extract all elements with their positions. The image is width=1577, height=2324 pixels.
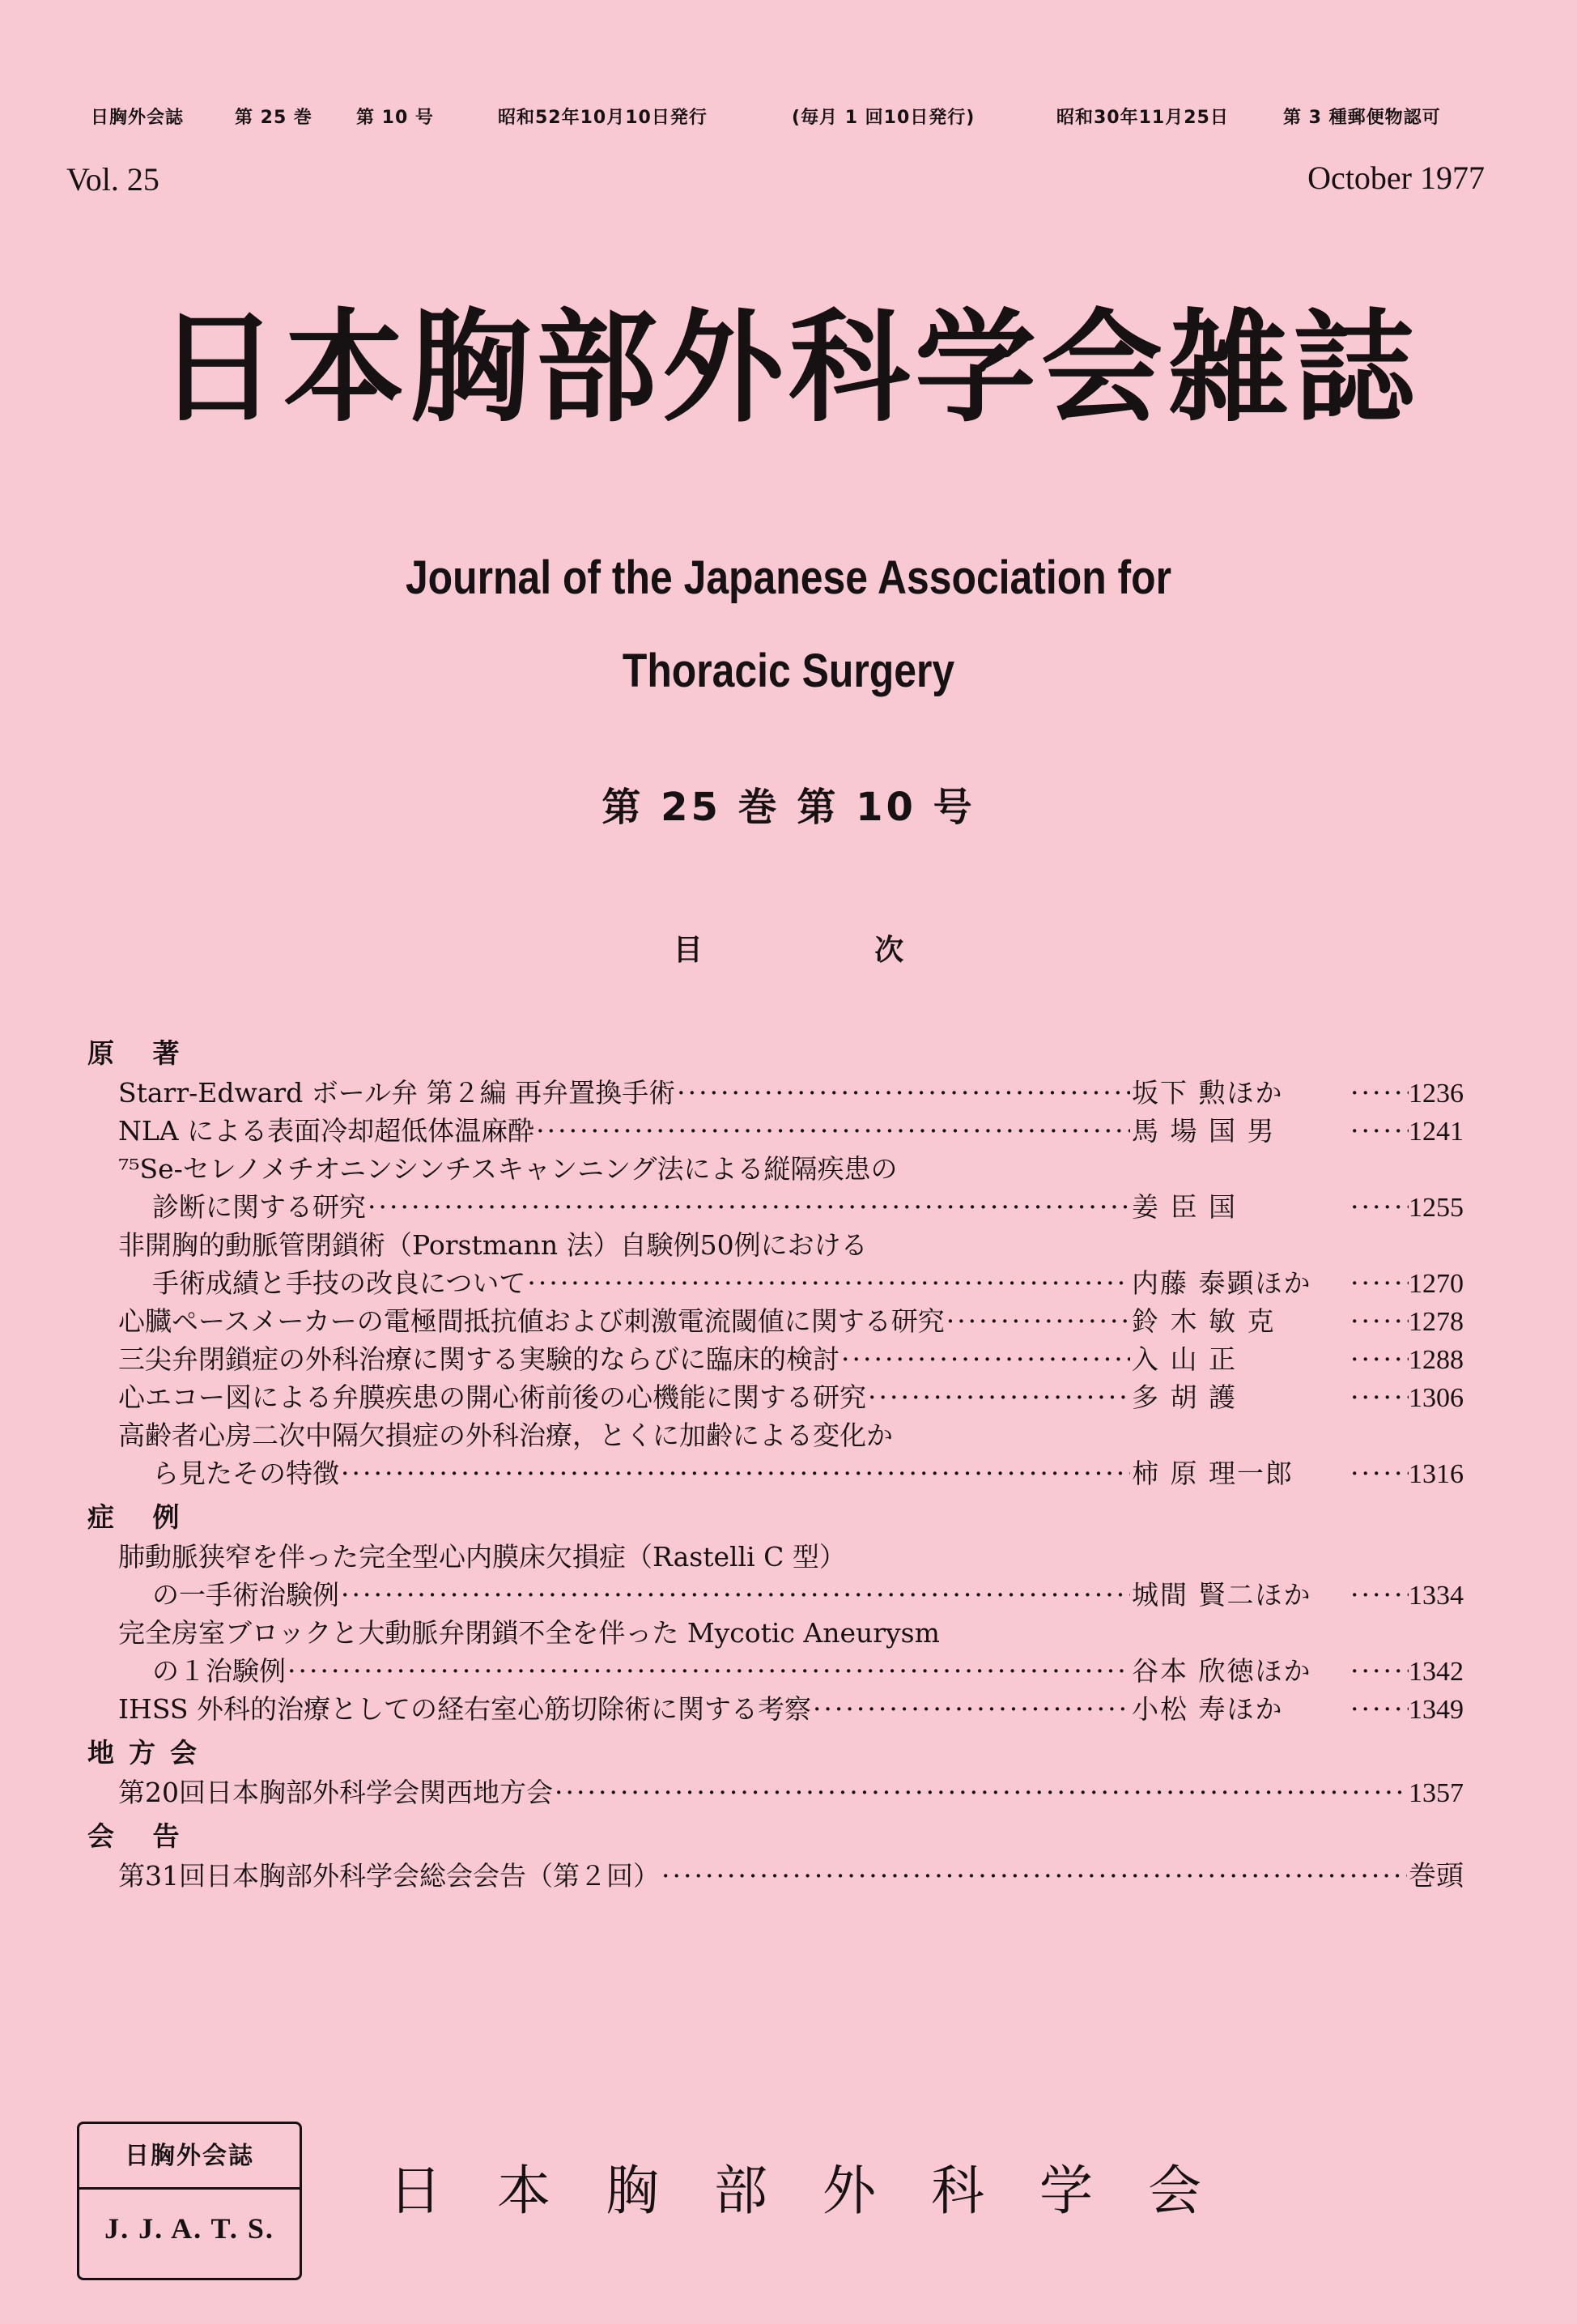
journal-title-english-line2: Thoracic Surgery bbox=[622, 645, 955, 697]
table-of-contents-heading: 目 次 bbox=[673, 934, 985, 967]
toc-entry-title-line: 非開胸的動脈管閉鎖術（Porstmann 法）自験例50例における bbox=[118, 1229, 868, 1261]
toc-entry bbox=[87, 1538, 1464, 1614]
issue-month-year: October 1977 bbox=[1307, 160, 1485, 196]
toc-entry-author: 坂下 勲ほか bbox=[1132, 1077, 1284, 1109]
dot-leader bbox=[661, 1857, 1407, 1895]
toc-entry bbox=[87, 1378, 1464, 1416]
toc-entry-author: 柿 原 理一郎 bbox=[1132, 1458, 1294, 1489]
stamp-divider bbox=[79, 2187, 300, 2190]
toc-entry-author: 谷本 欣徳ほか bbox=[1132, 1655, 1312, 1687]
toc-entry-title: ら見たその特徴 bbox=[152, 1458, 339, 1489]
journal-title-english-line1: Journal of the Japanese Association for bbox=[405, 551, 1172, 604]
journal-abbreviation-box bbox=[77, 2122, 302, 2280]
dot-leader bbox=[1350, 1652, 1409, 1690]
dot-leader bbox=[1350, 1264, 1409, 1302]
meta-issue-date: 昭和52年10月10日発行 bbox=[498, 108, 708, 128]
toc-entry-page-number: 巻頭 bbox=[1409, 1862, 1464, 1892]
dot-leader bbox=[1350, 1188, 1409, 1226]
dot-leader bbox=[1350, 1378, 1409, 1416]
toc-entry-page-number: 1349 bbox=[1409, 1695, 1464, 1725]
toc-entry bbox=[87, 1614, 1464, 1690]
toc-section-heading: 原 著 bbox=[87, 1037, 194, 1069]
dot-leader bbox=[341, 1454, 1130, 1492]
toc-entry-author: 姜 臣 国 bbox=[1132, 1191, 1237, 1223]
toc-entry-title: Starr-Edward ボール弁 第２編 再弁置換手術 bbox=[118, 1077, 676, 1109]
dot-leader bbox=[1350, 1454, 1409, 1492]
stamp-japanese-abbrev: 日胸外会誌 bbox=[125, 2142, 254, 2170]
toc-entry-title: IHSS 外科的治療としての経右室心筋切除術に関する考察 bbox=[118, 1693, 811, 1725]
toc-entry-page-number: 1255 bbox=[1409, 1193, 1464, 1223]
dot-leader bbox=[555, 1773, 1407, 1811]
toc-entry-page-number: 1278 bbox=[1409, 1307, 1464, 1337]
dot-leader bbox=[841, 1340, 1130, 1378]
meta-postal-permit: 第 3 種郵便物認可 bbox=[1283, 108, 1441, 128]
dot-leader bbox=[946, 1302, 1130, 1340]
toc-entry-page-number: 1334 bbox=[1409, 1581, 1464, 1611]
toc-entry-page-number: 1342 bbox=[1409, 1657, 1464, 1687]
toc-entry-title: の一手術治験例 bbox=[152, 1579, 339, 1611]
dot-leader bbox=[536, 1112, 1130, 1150]
journal-title-japanese: 日本胸部外科学会雑誌 bbox=[156, 298, 1420, 439]
meta-registration-date: 昭和30年11月25日 bbox=[1056, 108, 1229, 128]
toc-entry bbox=[87, 1857, 1464, 1895]
volume-label: Vol. 25 bbox=[66, 161, 159, 198]
meta-frequency: (毎月 1 回10日発行) bbox=[792, 108, 976, 128]
toc-entry-author: 馬 場 国 男 bbox=[1132, 1115, 1276, 1147]
issue-number: 第 25 巻 第 10 号 bbox=[601, 785, 976, 830]
dot-leader bbox=[341, 1576, 1130, 1614]
dot-leader bbox=[368, 1188, 1130, 1226]
dot-leader bbox=[1350, 1074, 1409, 1112]
publisher-name: 日本胸部外科学会 bbox=[389, 2160, 1256, 2222]
toc-section-heading: 症 例 bbox=[87, 1501, 194, 1533]
toc-entry-author: 小松 寿ほか bbox=[1132, 1693, 1284, 1725]
toc-entry bbox=[87, 1226, 1464, 1302]
toc-entry-page-number: 1236 bbox=[1409, 1079, 1464, 1109]
toc-entry-title: 三尖弁閉鎖症の外科治療に関する実験的ならびに臨床的検討 bbox=[118, 1343, 840, 1375]
toc-entry-title-line: 完全房室ブロックと大動脈弁閉鎖不全を伴った Mycotic Aneurysm bbox=[118, 1617, 940, 1649]
dot-leader bbox=[1350, 1690, 1409, 1728]
toc-entry-title: の１治験例 bbox=[152, 1655, 286, 1687]
toc-entry bbox=[87, 1302, 1464, 1340]
dot-leader bbox=[1350, 1112, 1409, 1150]
toc-entry-title: 診断に関する研究 bbox=[152, 1191, 366, 1223]
toc-entry-author: 鈴 木 敏 克 bbox=[1132, 1305, 1276, 1337]
meta-number: 第 10 号 bbox=[356, 108, 434, 128]
toc-entry-title: 心臓ペースメーカーの電極間抵抗値および刺激電流閾値に関する研究 bbox=[118, 1305, 945, 1337]
toc-entry-page-number: 1241 bbox=[1409, 1117, 1464, 1147]
toc-entry bbox=[87, 1112, 1464, 1150]
meta-volume: 第 25 巻 bbox=[235, 108, 312, 128]
toc-entry-author: 入 山 正 bbox=[1132, 1343, 1237, 1375]
toc-entry-title-line: ⁷⁵Se-セレノメチオニンシンチスキャンニング法による縦隔疾患の bbox=[118, 1153, 898, 1185]
dot-leader bbox=[1350, 1340, 1409, 1378]
meta-journal-abbrev: 日胸外会誌 bbox=[91, 108, 185, 128]
toc-entry bbox=[87, 1416, 1464, 1492]
toc-entry bbox=[87, 1773, 1464, 1811]
dot-leader bbox=[287, 1652, 1130, 1690]
toc-section-heading: 会 告 bbox=[87, 1820, 194, 1852]
toc-entry-author: 多 胡 護 bbox=[1132, 1381, 1237, 1413]
dot-leader bbox=[527, 1264, 1130, 1302]
dot-leader bbox=[1350, 1302, 1409, 1340]
toc-entry-page-number: 1316 bbox=[1409, 1459, 1464, 1489]
dot-leader bbox=[813, 1690, 1130, 1728]
toc-entry bbox=[87, 1074, 1464, 1112]
dot-leader bbox=[868, 1378, 1130, 1416]
toc-entry-title: 第20回日本胸部外科学会関西地方会 bbox=[118, 1777, 553, 1808]
table-of-contents bbox=[87, 1028, 1464, 1895]
toc-entry-author: 内藤 泰顕ほか bbox=[1132, 1267, 1312, 1299]
toc-entry-page-number: 1357 bbox=[1409, 1778, 1464, 1808]
toc-entry-page-number: 1270 bbox=[1409, 1269, 1464, 1299]
toc-entry bbox=[87, 1150, 1464, 1226]
toc-entry-page-number: 1288 bbox=[1409, 1345, 1464, 1375]
toc-entry bbox=[87, 1340, 1464, 1378]
toc-entry-title-line: 高齢者心房二次中隔欠損症の外科治療，とくに加齢による変化か bbox=[118, 1420, 893, 1451]
toc-entry-title: 心エコー図による弁膜疾患の開心術前後の心機能に関する研究 bbox=[118, 1381, 866, 1413]
toc-entry-title: NLA による表面冷却超低体温麻酔 bbox=[118, 1115, 535, 1147]
dot-leader bbox=[677, 1074, 1130, 1112]
toc-entry-title: 第31回日本胸部外科学会総会会告（第２回） bbox=[118, 1860, 660, 1892]
toc-section-heading: 地方会 bbox=[87, 1737, 211, 1769]
toc-entry-title-line: 肺動脈狭窄を伴った完全型心内膜床欠損症（Rastelli C 型） bbox=[118, 1541, 846, 1573]
toc-entry-title: 手術成績と手技の改良について bbox=[152, 1267, 526, 1299]
toc-entry-page-number: 1306 bbox=[1409, 1383, 1464, 1413]
stamp-english-abbrev: J. J. A. T. S. bbox=[104, 2212, 274, 2245]
toc-entry-author: 城間 賢二ほか bbox=[1132, 1579, 1312, 1611]
dot-leader bbox=[1350, 1576, 1409, 1614]
toc-entry bbox=[87, 1690, 1464, 1728]
